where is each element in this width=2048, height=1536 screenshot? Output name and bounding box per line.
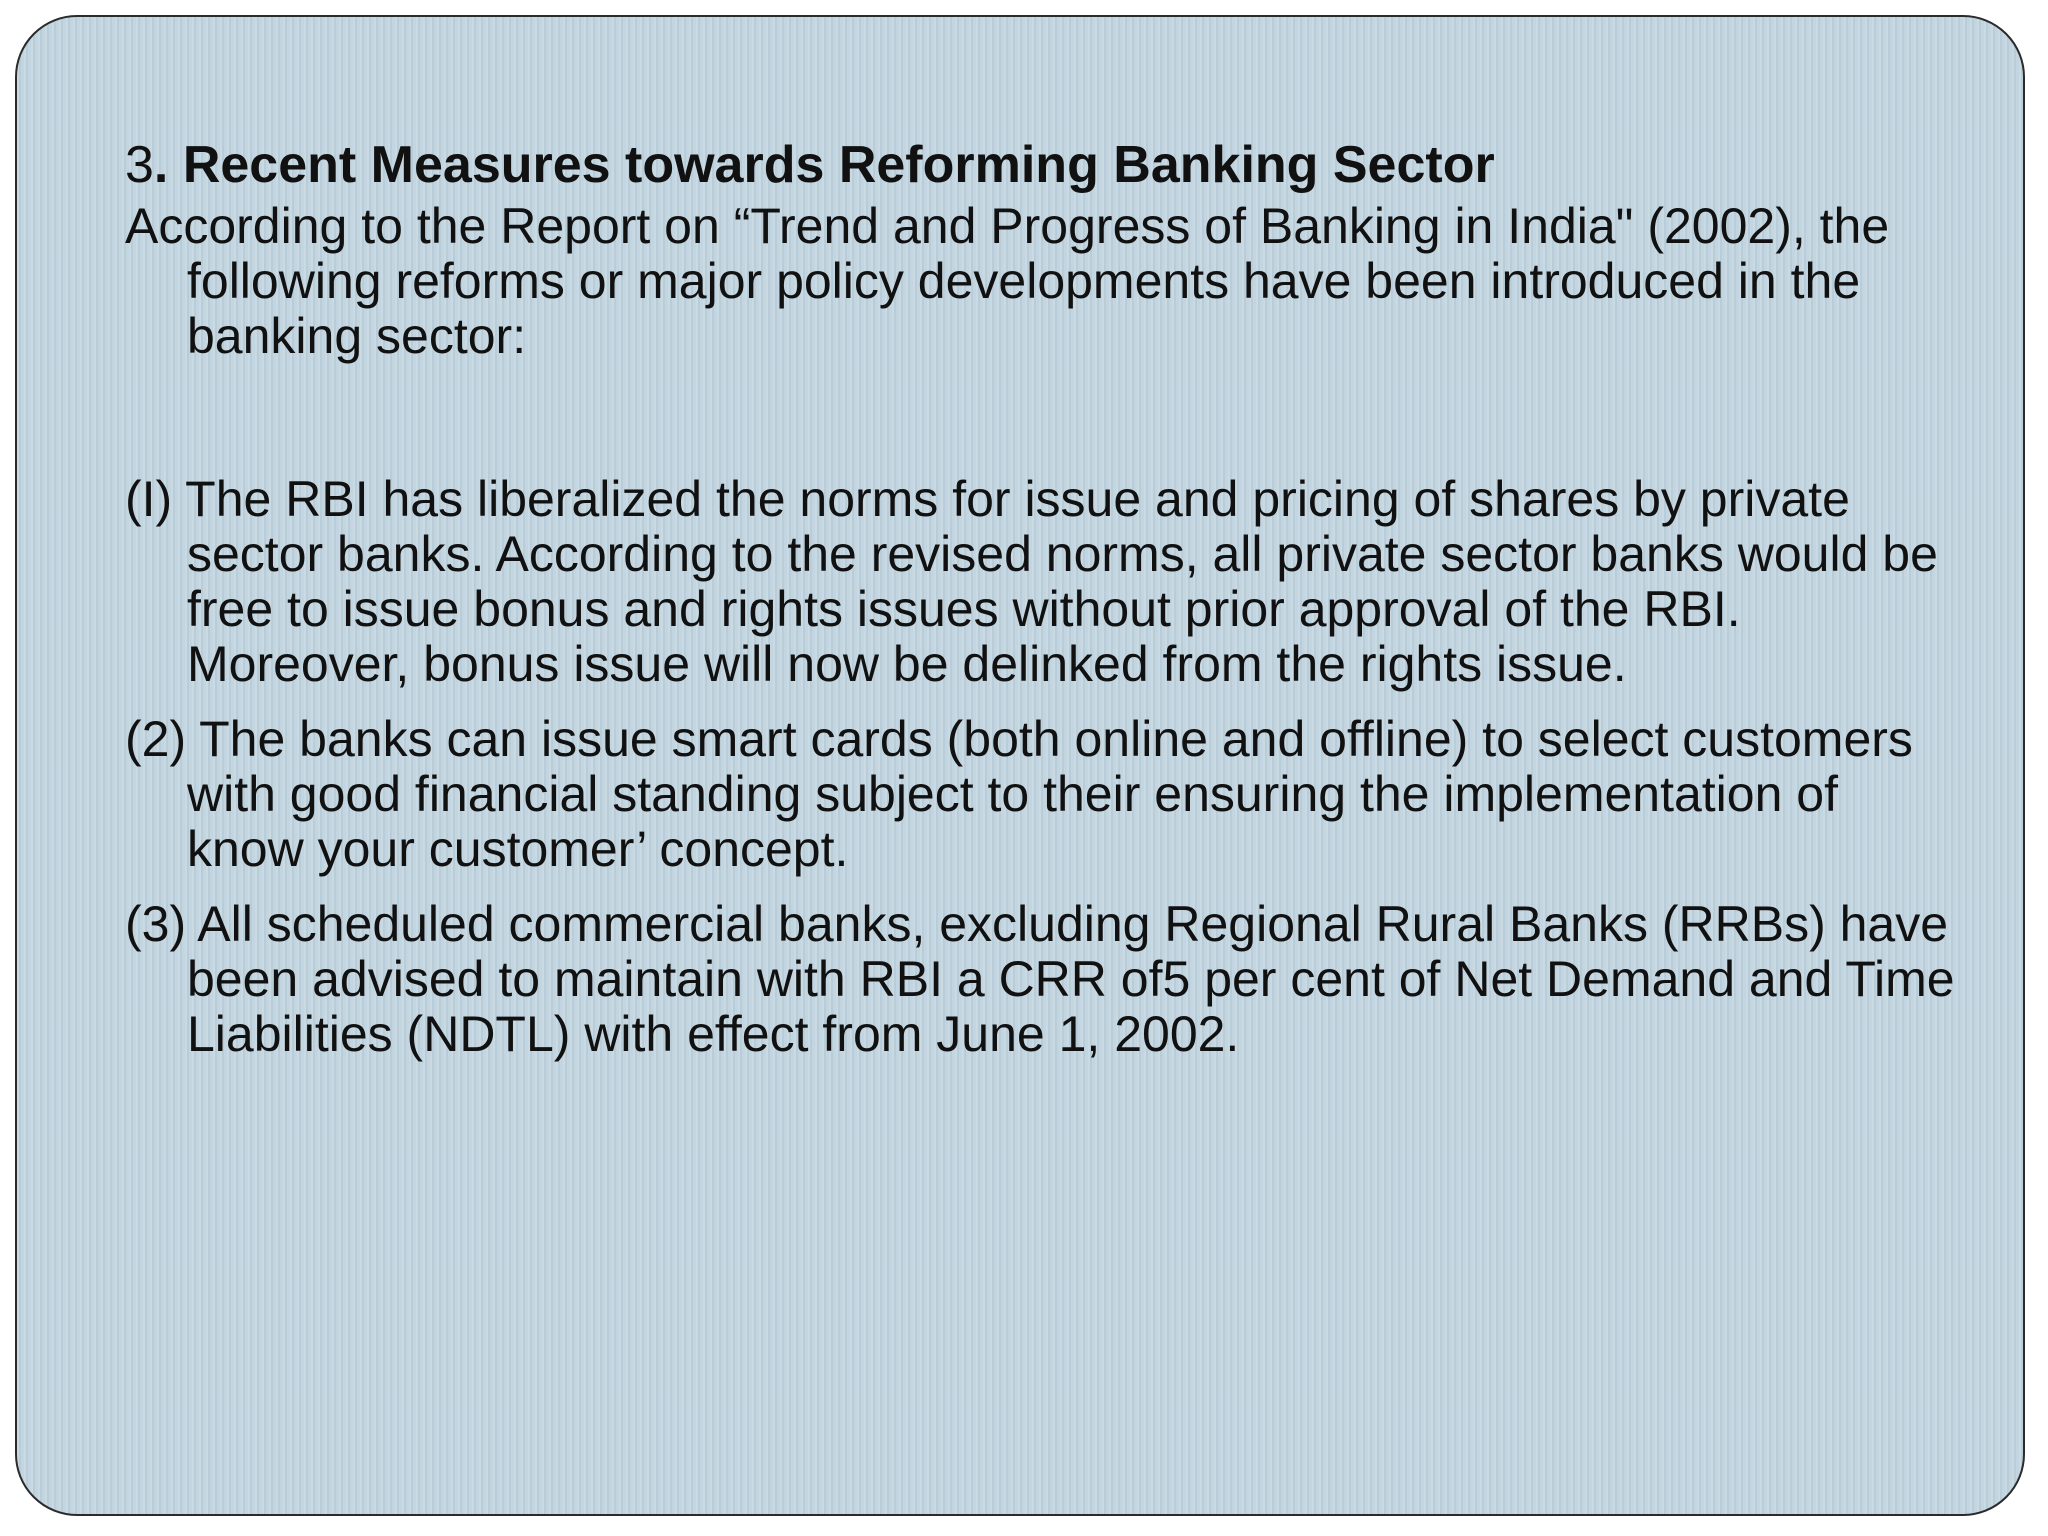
slide-frame (15, 15, 2025, 1516)
list-item: (2) The banks can issue smart cards (both online and offline) to select customers with good financial standing subject to their ensuring the implementation of know your customer’ concept. (125, 711, 1913, 877)
intro-paragraph: According to the Report on “Trend and Progress of Banking in India" (2002), the following reforms or major policy developments have been introduced in the banking sector: (125, 198, 1890, 364)
heading-title: . Recent Measures towards Reforming Banking Sector (153, 136, 1495, 194)
slide-heading (125, 135, 1965, 195)
list-item: (3) All scheduled commercial banks, excluding Regional Rural Banks (RRBs) have been advised to maintain with RBI a CRR of5 per cent of Net Demand and Time Liabilities (NDTL) with effect from June 1, 2002. (125, 896, 1955, 1062)
list-item: (I) The RBI has liberalized the norms for issue and pricing of shares by private sector banks. According to the revised norms, all private sector banks would be free to issue bonus and rights issues without prior approval of the RBI. Moreover, bonus issue will now be delinked from the rights issue. (125, 471, 1938, 692)
heading-number: 3 (125, 136, 154, 194)
slide-content (125, 135, 1965, 1082)
